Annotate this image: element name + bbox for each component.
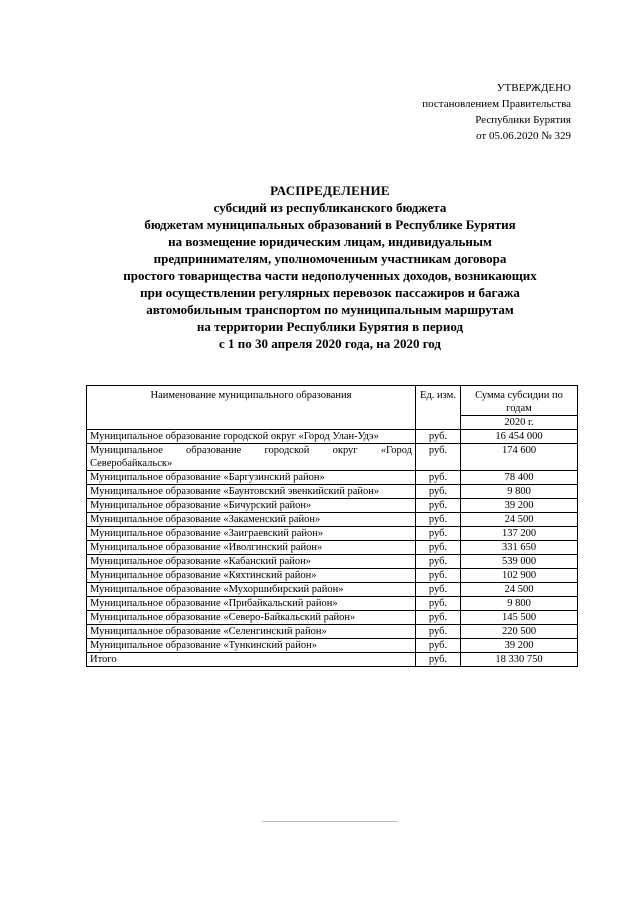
row-sum: 78 400 bbox=[461, 471, 578, 485]
row-sum: 102 900 bbox=[461, 569, 578, 583]
title-line: субсидий из республиканского бюджета bbox=[213, 200, 447, 215]
row-name: Муниципальное образование «Баунтовский эвенкийский район» bbox=[87, 485, 416, 499]
table-row bbox=[87, 639, 578, 653]
row-name: Муниципальное образование «Тункинский район» bbox=[87, 639, 416, 653]
row-name: Муниципальное образование «Заиграевский район» bbox=[87, 527, 416, 541]
approval-title: УТВЕРЖДЕНО bbox=[496, 82, 571, 94]
title-line: автомобильным транспортом по муниципальным маршрутам bbox=[146, 302, 514, 317]
approval-republic: Республики Бурятия bbox=[475, 114, 571, 126]
row-unit: руб. bbox=[416, 555, 461, 569]
row-name: Муниципальное образование «Кабанский район» bbox=[87, 555, 416, 569]
header-sum: Сумма субсидии по годам bbox=[461, 386, 578, 416]
row-name: Муниципальное образование городской округ «Город Северобайкальск» bbox=[87, 444, 416, 471]
title-line: простого товарищества части недополученных доходов, возникающих bbox=[123, 268, 537, 283]
row-sum: 9 800 bbox=[461, 485, 578, 499]
row-name: Муниципальное образование «Иволгинский район» bbox=[87, 541, 416, 555]
table-row bbox=[87, 583, 578, 597]
row-sum: 39 200 bbox=[461, 639, 578, 653]
table-row bbox=[87, 555, 578, 569]
row-sum: 137 200 bbox=[461, 527, 578, 541]
row-unit: руб. bbox=[416, 597, 461, 611]
row-unit: руб. bbox=[416, 485, 461, 499]
approval-resolution: постановлением Правительства bbox=[422, 98, 571, 110]
distribution-table bbox=[86, 385, 578, 667]
row-unit: руб. bbox=[416, 625, 461, 639]
row-unit: руб. bbox=[416, 583, 461, 597]
table-row bbox=[87, 499, 578, 513]
table-row bbox=[87, 597, 578, 611]
row-sum: 9 800 bbox=[461, 597, 578, 611]
row-name: Муниципальное образование «Кяхтинский район» bbox=[87, 569, 416, 583]
row-unit: руб. bbox=[416, 513, 461, 527]
table-row bbox=[87, 513, 578, 527]
table-row bbox=[87, 527, 578, 541]
table-row bbox=[87, 541, 578, 555]
row-unit: руб. bbox=[416, 430, 461, 444]
header-name: Наименование муниципального образования bbox=[87, 386, 416, 430]
title-line: бюджетам муниципальных образований в Республике Бурятия bbox=[144, 217, 516, 232]
footer-divider bbox=[262, 821, 398, 822]
row-sum: 145 500 bbox=[461, 611, 578, 625]
row-unit: руб. bbox=[416, 639, 461, 653]
row-sum: 24 500 bbox=[461, 583, 578, 597]
row-name: Муниципальное образование городской округ «Город Улан-Удэ» bbox=[87, 430, 416, 444]
row-name: Муниципальное образование «Баргузинский район» bbox=[87, 471, 416, 485]
header-year: 2020 г. bbox=[461, 416, 578, 430]
row-name: Муниципальное образование «Мухоршибирский район» bbox=[87, 583, 416, 597]
table-header-row bbox=[87, 386, 578, 416]
header-unit: Ед. изм. bbox=[416, 386, 461, 430]
table-row bbox=[87, 430, 578, 444]
row-sum: 16 454 000 bbox=[461, 430, 578, 444]
row-sum: 220 500 bbox=[461, 625, 578, 639]
row-name: Муниципальное образование «Прибайкальский район» bbox=[87, 597, 416, 611]
row-sum: 331 650 bbox=[461, 541, 578, 555]
table-total-row bbox=[87, 653, 578, 667]
title-line: на территории Республики Бурятия в период bbox=[196, 319, 464, 334]
row-sum: 24 500 bbox=[461, 513, 578, 527]
table-row bbox=[87, 444, 578, 471]
row-name: Муниципальное образование «Закаменский район» bbox=[87, 513, 416, 527]
row-sum: 39 200 bbox=[461, 499, 578, 513]
document-title bbox=[70, 182, 590, 352]
row-unit: руб. bbox=[416, 471, 461, 485]
row-unit: руб. bbox=[416, 611, 461, 625]
row-unit: руб. bbox=[416, 653, 461, 667]
title-line: при осуществлении регулярных перевозок пассажиров и багажа bbox=[140, 285, 520, 300]
approval-block bbox=[422, 80, 571, 144]
row-unit: руб. bbox=[416, 527, 461, 541]
table-row bbox=[87, 485, 578, 499]
row-sum: 539 000 bbox=[461, 555, 578, 569]
row-name: Муниципальное образование «Селенгинский район» bbox=[87, 625, 416, 639]
row-name: Муниципальное образование «Бичурский район» bbox=[87, 499, 416, 513]
row-unit: руб. bbox=[416, 569, 461, 583]
row-name: Итого bbox=[87, 653, 416, 667]
table-row bbox=[87, 569, 578, 583]
table-row bbox=[87, 611, 578, 625]
row-name: Муниципальное образование «Северо-Байкальский район» bbox=[87, 611, 416, 625]
row-sum: 174 600 bbox=[461, 444, 578, 471]
title-line: с 1 по 30 апреля 2020 года, на 2020 год bbox=[219, 336, 441, 351]
table-row bbox=[87, 471, 578, 485]
title-line: предпринимателям, уполномоченным участникам договора bbox=[153, 251, 507, 266]
row-unit: руб. bbox=[416, 444, 461, 471]
table-row bbox=[87, 625, 578, 639]
row-unit: руб. bbox=[416, 541, 461, 555]
title-heading: РАСПРЕДЕЛЕНИЕ bbox=[270, 183, 390, 198]
row-unit: руб. bbox=[416, 499, 461, 513]
row-sum: 18 330 750 bbox=[461, 653, 578, 667]
title-line: на возмещение юридическим лицам, индивидуальным bbox=[168, 234, 492, 249]
approval-date-number: от 05.06.2020 № 329 bbox=[476, 130, 571, 142]
